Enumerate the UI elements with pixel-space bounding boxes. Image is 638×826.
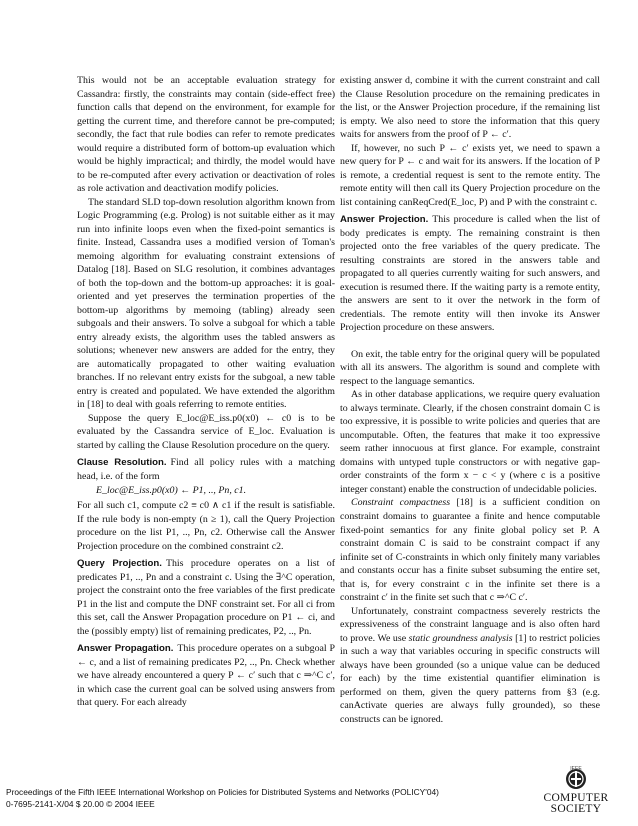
paragraph: Suppose the query E_loc@E_iss.p0(x0) ← c0 is to be evaluated by the Cassandra service of E_loc. Evaluation is started by calling the Clause Resolution procedure on the query. — [77, 412, 335, 451]
clause-resolution-section — [77, 456, 335, 483]
procedure-text: Find all policy rules with a matching head, i.e. of the form — [77, 457, 336, 482]
proceedings-citation: Proceedings of the Fifth IEEE International Workshop on Policies for Distributed Systems and Networks (POLICY'04) — [6, 787, 439, 797]
computer-society-logo — [541, 766, 611, 816]
logo-text-line2: SOCIETY — [550, 803, 602, 815]
procedure-heading: Answer Projection. — [340, 214, 429, 226]
page-footer — [6, 786, 466, 810]
procedure-text: This procedure is called when the list of body predicates is empty. The remaining constraint is then projected onto the free variables of the query predicate. The resulting constraints are stored in the answers table and propagated to all queries currently waiting for such answers, and execution is resumed there. If the waiting party is a remote entity, the answers are sent to it over the network in the form of credentials. The remote entity will then invoke its Answer Projection procedure on these answers. — [340, 214, 600, 334]
logo-small-text: IEEE — [570, 766, 582, 772]
procedure-heading: Query Projection. — [77, 558, 162, 570]
paragraph: This would not be an acceptable evaluation strategy for Cassandra: firstly, the constraints may contain (side-effect free) function calls that depend on the environment, for example for getting the current time, and therefore cannot be pre-computed; secondly, the fact that rule bodies can refer to remote predicates would require a distributed form of bottom-up evaluation which would be highly impractical; and thirdly, the model would have to be re-computed after every activation or deactivation of roles as role activation and deactivation modify policies. — [77, 75, 335, 195]
procedure-heading: Answer Propagation. — [77, 643, 174, 655]
left-column — [77, 74, 335, 710]
logo-text-line1: COMPUTER — [543, 792, 609, 804]
emphasis: static groundness analysis — [408, 632, 513, 644]
procedure-heading: Clause Resolution. — [77, 457, 167, 469]
paragraph-text: [18] is a sufficient condition on constraint domains to guarantee a finite and hence computable fixed-point semantics for any finite global policy set P. A constraint domain C is said to be constraint compact if any infinite set of C-constraints in which only finitely many variables and constants occur has a finite subset subsuming the entire set, that is, for every constraint c in the infinite set there is a constraint c′ in the finite set such that c ⇒^C c′. — [340, 497, 601, 604]
paragraph: If, however, no such P ← c′ exists yet, we need to spawn a new query for P ← c and wait for its answers. If the location of P is remote, a credential request is sent to the remote entity. The remote entity will then call its Query Projection procedure on the list containing canReqCred(E_loc, P) and P with the constraint c. — [340, 142, 600, 208]
answer-propagation-section — [77, 642, 335, 710]
paragraph-text: Unfortunately, constraint compactness severely restricts the expressiveness of the constraint language and is also often hard to prove. We use — [340, 605, 600, 644]
isbn-copyright: 0-7695-2141-X/04 $ 20.00 © 2004 IEEE — [6, 799, 155, 809]
emphasis: Constraint compactness — [351, 497, 451, 509]
paragraph: The standard SLD top-down resolution algorithm known from Logic Programming (e.g. Prolog) is not suitable either as it may run into infinite loops even when the fixed-point semantics is finite. Instead, Cassandra uses a modified version of Toman's memoing algorithm for evaluating constraint extensions of Datalog [18]. Based on SLG resolution, it combines advantages of both the top-down and the bottom-up approaches: it is goal-oriented and yet preserves the termination properties of the bottom-up algorithms by memoing (tabling) already seen subgoals and their answers. To solve a subgoal for which a table entry already exists, the algorithm uses the tabled answers as solutions; whenever new answers are added for the entry, they are automatically propagated to other waiting evaluation branches. If no relevant entry exists for the subgoal, a new table entry is created and populated. We have extended the algorithm in [18] to deal with goals referring to remote entities. — [77, 196, 335, 411]
paragraph: On exit, the table entry for the original query will be populated with all its answers. The algorithm is sound and complete with respect to the language semantics. — [340, 348, 600, 387]
query-projection-section — [77, 557, 335, 638]
paragraph: existing answer d, combine it with the current constraint and call the Clause Resolution procedure on the remaining predicates in the list, or the Answer Projection procedure, if the remaining list is empty. We also need to store the information that this query waits for answers from the proof of P ← c′. — [340, 75, 600, 141]
rule-formula: E_loc@E_iss.p0(x0) ← P1, .., Pn, c1. — [96, 485, 247, 497]
paragraph: As in other database applications, we require query evaluation to always terminate. Clearly, if the chosen constraint domain C is too expressive, it is possible to write policies and queries that are uncomputable. Often, the features that make it too expressive seem rather innocuous at first glance. For example, constraint domains with untyped tuple constructors or with negative gap-order constraints of the form x − c < y (where c is a positive integer constant) enable the construction of undecidable policies. — [340, 389, 600, 495]
procedure-text: This procedure operates on a list of predicates P1, .., Pn and a constraint c. Using the ∃^C operation, project the constraint onto the free variables of the first predicate P1 in the list and compute the DNF constraint set. For all ci from this set, call the Answer Propagation procedure on P1 ← ci, and the (possibly empty) list of remaining predicates, P2, .., Pn. — [77, 558, 335, 637]
paragraph: For all such c1, compute c2 ≡ c0 ∧ c1 if the result is satisfiable. If the rule body is non-empty (n ≥ 1), call the Query Projection procedure on the list P1, .., Pn, c2. Otherwise call the Answer Projection procedure on the combined constraint c2. — [77, 499, 335, 552]
right-column — [340, 74, 600, 726]
procedure-text: This procedure operates on a subgoal P ← c, and a list of remaining predicates P2, .., Pn. Check whether we have already encountered a query P ← c′ such that c ⇒^C c′, in which case the current goal can be solved using answers from that query. For each already — [77, 643, 335, 709]
paragraph — [340, 605, 600, 727]
paragraph — [340, 496, 600, 604]
paragraph-text: [1] to restrict policies in such a way that variables occuring in specific constructs will always have been grounded (so a unique value can be deduced for each) by the time existential quantifier elimination is performed on them, given the query patterns from §3 (e.g. canActivate queries are always fully grounded), so these constructs can be ignored. — [340, 632, 601, 725]
answer-projection-section — [340, 213, 600, 335]
